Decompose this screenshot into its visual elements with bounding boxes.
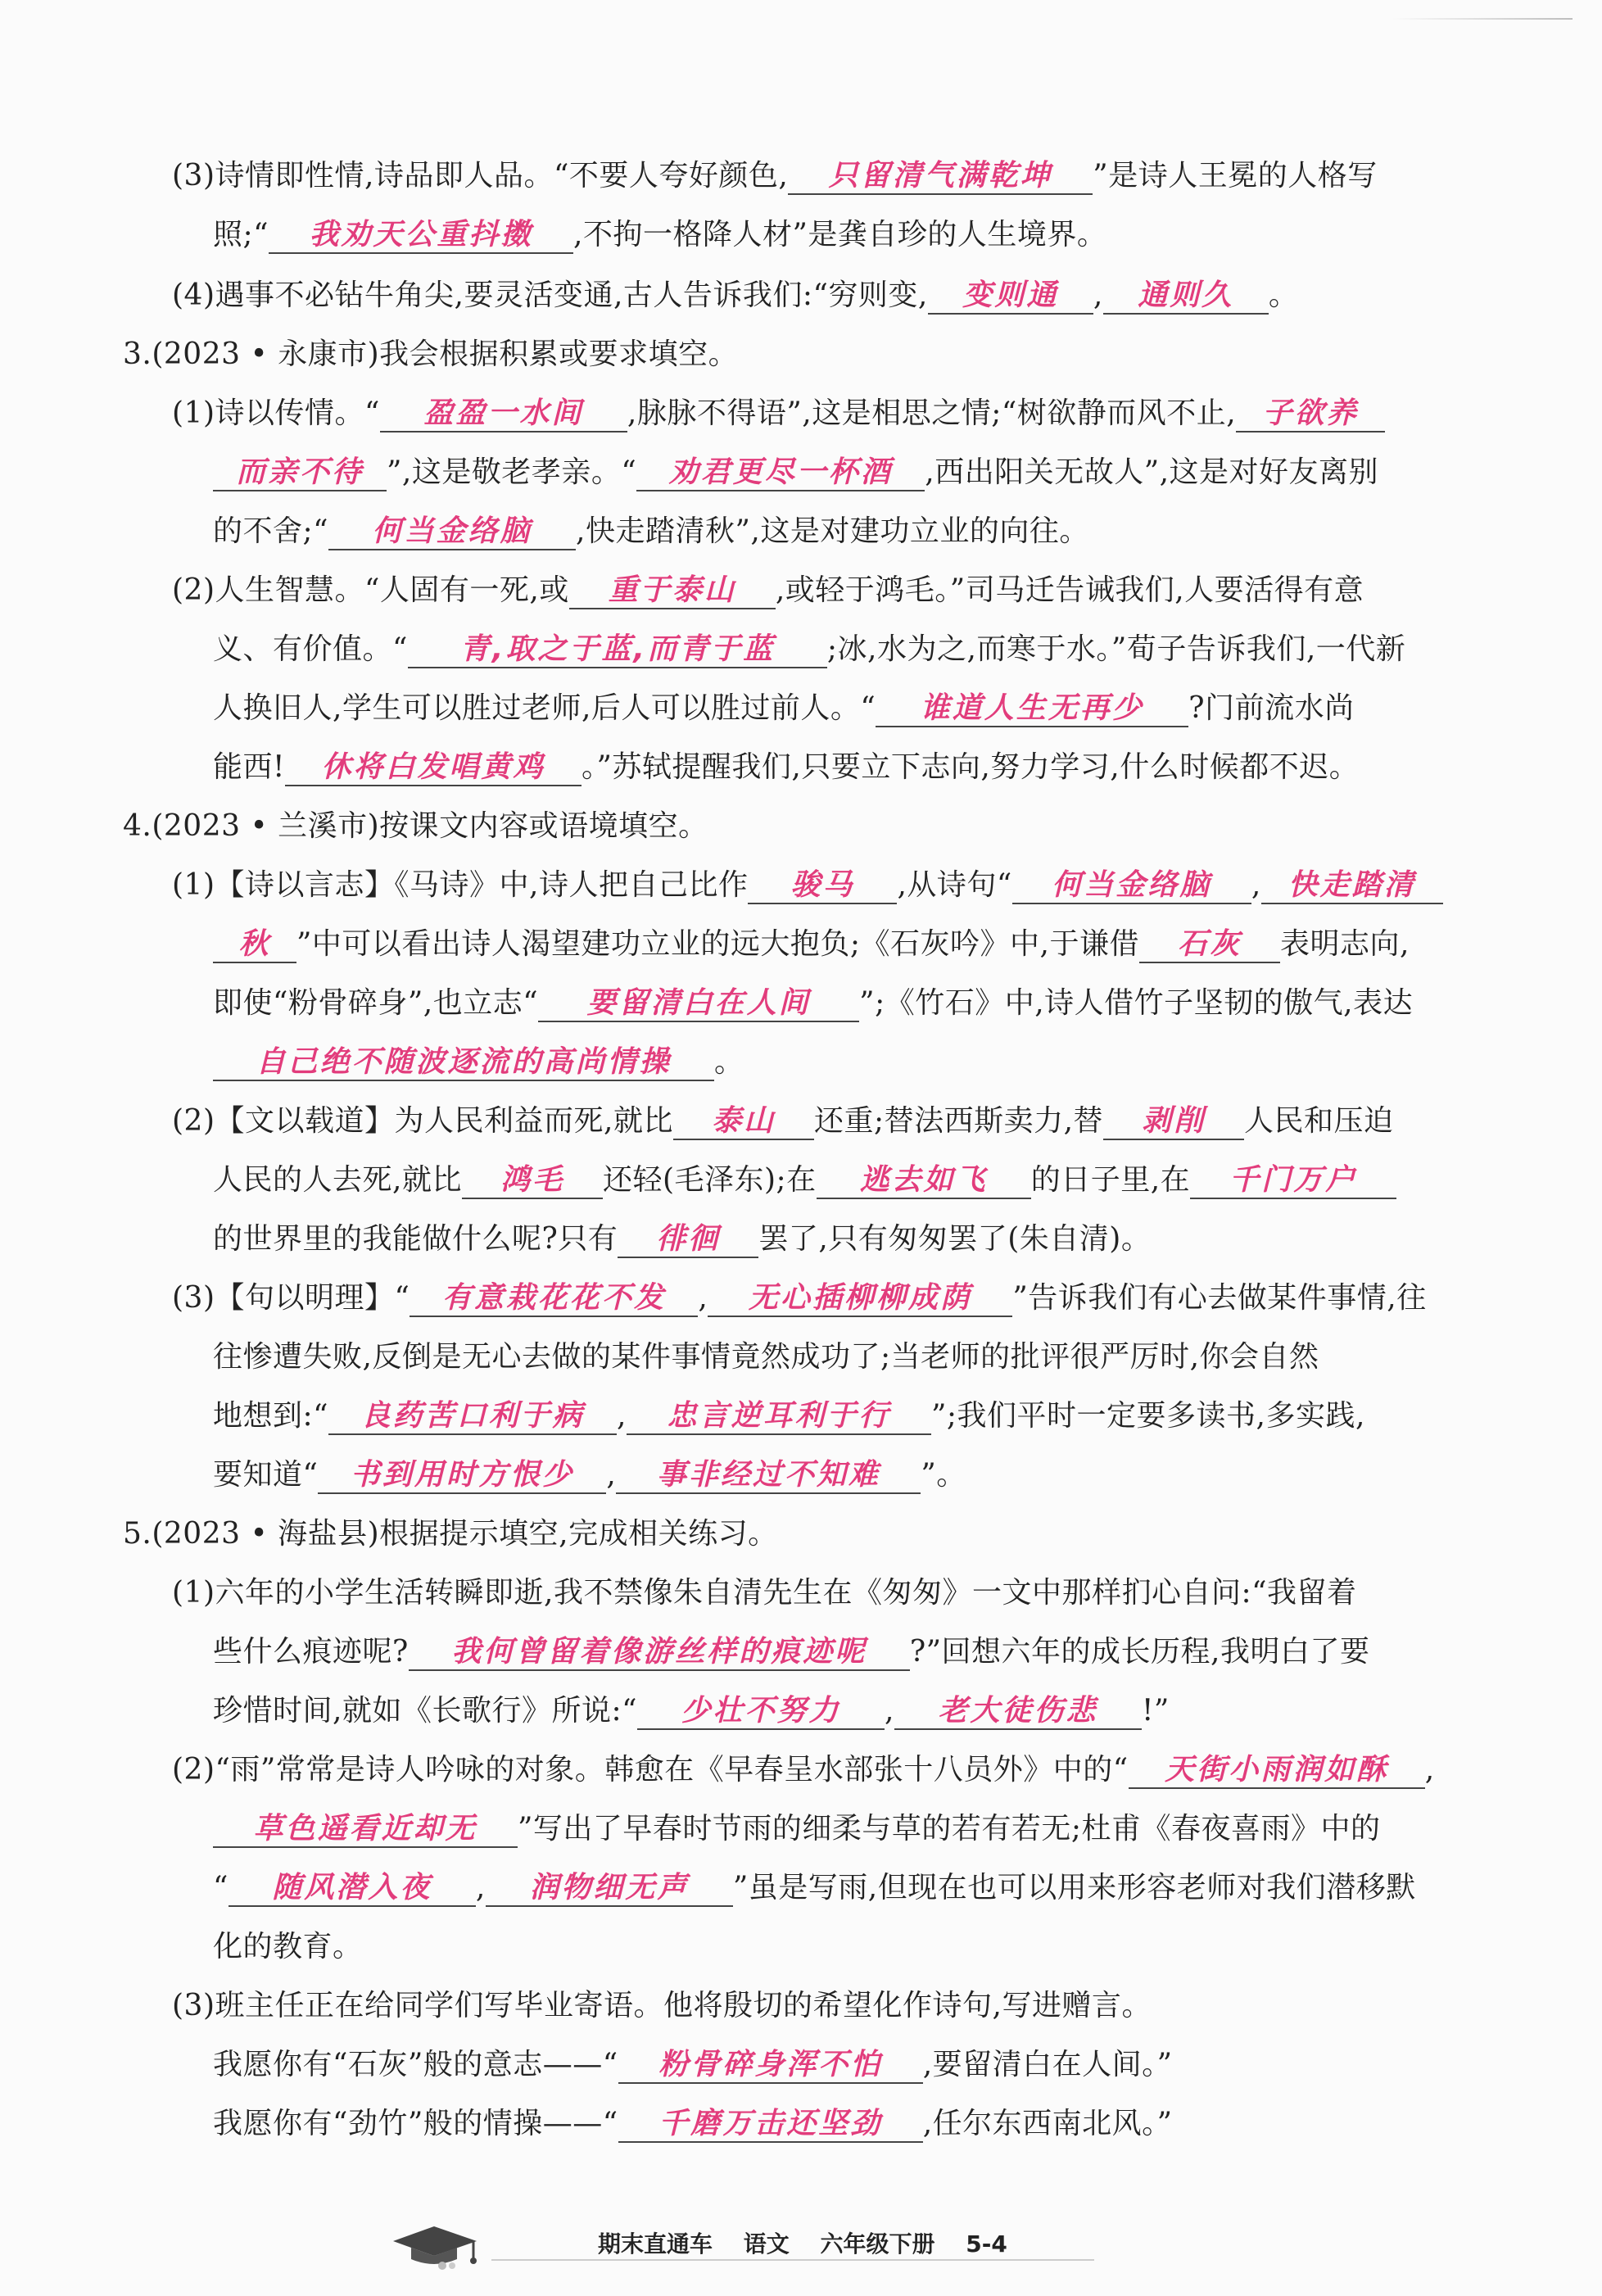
answer-blank: 变则通	[928, 279, 1093, 315]
static-text: ”;我们平时一定要多读书,多实践,	[931, 1399, 1365, 1433]
static-text: ,或轻于鸿毛。”司马迁告诫我们,人要活得有意	[775, 573, 1364, 607]
text-line	[172, 275, 1298, 316]
static-text: (1)六年的小学生活转瞬即逝,我不禁像朱自清先生在《匆匆》一文中那样扪心自问:“我留着	[172, 1576, 1357, 1610]
static-text: ,	[1251, 868, 1261, 902]
static-text: (3)班主任正在给同学们写毕业寄语。他将殷切的希望化作诗句,写进赠言。	[172, 1989, 1152, 2022]
static-text: ”,这是敬老孝亲。“	[387, 455, 637, 489]
static-text: ,	[1424, 1753, 1435, 1787]
static-text: ?”回想六年的成长历程,我明白了要	[909, 1635, 1370, 1669]
answer-blank: 秋	[213, 927, 296, 963]
static-text: ,	[606, 1458, 617, 1492]
text-line	[213, 747, 1359, 788]
static-text: ”中可以看出诗人渴望建功立业的远大抱负;《石灰吟》中,于谦借	[296, 927, 1139, 961]
answer-blank: 我何曾留着像游丝样的痕迹呢	[409, 1635, 910, 1671]
static-text: ,	[884, 1694, 894, 1728]
static-text: ,任尔东西南北风。”	[922, 2107, 1173, 2140]
static-text: 化的教育。	[213, 1930, 363, 1963]
text-line	[213, 629, 1405, 670]
answer-blank: 谁道人生无再少	[876, 691, 1188, 727]
static-text: 人民和压迫	[1244, 1104, 1394, 1138]
static-text: ,脉脉不得语”,这是相思之情;“树欲静而风不止,	[627, 396, 1237, 430]
answer-blank: 我劝天公重抖擞	[269, 218, 573, 254]
text-line	[172, 393, 1385, 434]
text-line	[123, 334, 738, 375]
static-text: 5.(2023 • 海盐县)根据提示填空,完成相关练习。	[123, 1517, 778, 1551]
static-text: ”写出了早春时节雨的细柔与草的若有若无;杜甫《春夜喜雨》中的	[518, 1812, 1381, 1845]
answer-blank: 通则久	[1103, 279, 1269, 315]
answer-blank: 忠言逆耳利于行	[627, 1399, 931, 1435]
text-line	[172, 865, 1443, 906]
static-text: 珍惜时间,就如《长歌行》所说:“	[213, 1694, 637, 1728]
answer-blank: 书到用时方恨少	[318, 1458, 606, 1494]
text-line	[213, 1809, 1381, 1850]
static-text: ,	[1093, 279, 1103, 312]
text-line	[213, 983, 1413, 1024]
static-text: 的世界里的我能做什么呢?只有	[213, 1222, 618, 1256]
answer-blank: 鸿毛	[462, 1163, 603, 1199]
static-text: (3)【句以明理】“	[172, 1281, 410, 1315]
static-text: 我愿你有“石灰”般的意志——“	[213, 2048, 618, 2081]
answer-blank: 只留清气满乾坤	[788, 159, 1093, 195]
static-text: (1)诗以传情。“	[172, 396, 380, 430]
text-line	[172, 156, 1378, 197]
text-line	[213, 688, 1355, 729]
answer-blank: 润物细无声	[486, 1871, 733, 1907]
answer-blank: 千门万户	[1190, 1163, 1396, 1199]
static-text: ,	[617, 1399, 627, 1433]
footer-subject: 语文	[743, 2230, 790, 2258]
answer-blank: 良药苦口利于病	[328, 1399, 617, 1435]
static-text: 人换旧人,学生可以胜过老师,后人可以胜过前人。“	[213, 691, 876, 725]
answer-blank: 休将白发唱黄鸡	[285, 750, 582, 786]
static-text: 。	[714, 1045, 744, 1079]
answer-blank: 老大徒伤悲	[894, 1694, 1142, 1730]
text-line	[213, 1927, 363, 1968]
text-line	[172, 1101, 1394, 1142]
text-line	[213, 1455, 966, 1496]
text-line	[213, 452, 1378, 493]
static-text: ”告诉我们有心去做某件事情,往	[1012, 1281, 1427, 1315]
scan-edge-line	[1392, 18, 1573, 20]
graduation-cap-icon	[385, 2223, 491, 2272]
static-text: 的不舍;“	[213, 514, 329, 548]
static-text: 还重;替法西斯卖力,替	[813, 1104, 1104, 1138]
static-text: 3.(2023 • 永康市)我会根据积累或要求填空。	[123, 337, 739, 371]
footer-title: 期末直通车	[598, 2230, 713, 2258]
answer-blank: 徘徊	[618, 1222, 758, 1258]
static-text: 人民的人去死,就比	[213, 1163, 462, 1197]
static-text: !”	[1141, 1694, 1170, 1728]
answer-blank: 盈盈一水间	[380, 396, 627, 432]
answer-blank: 剥削	[1103, 1104, 1244, 1140]
static-text: (1)【诗以言志】《马诗》中,诗人把自己比作	[172, 868, 749, 902]
answer-blank: 石灰	[1139, 927, 1280, 963]
static-text: ,要留清白在人间。”	[922, 2048, 1173, 2081]
text-line	[213, 1396, 1365, 1437]
static-text: ,	[698, 1281, 708, 1315]
static-text: ?门前流水尚	[1188, 691, 1355, 725]
footer-page-number: 5-4	[966, 2230, 1007, 2258]
footer-grade: 六年级下册	[820, 2230, 935, 2258]
static-text: ,	[475, 1871, 486, 1904]
static-text: ,西出阳关无故人”,这是对好友离别	[925, 455, 1379, 489]
text-line	[213, 1160, 1396, 1201]
static-text: 罢了,只有匆匆罢了(朱自清)。	[758, 1222, 1152, 1256]
static-text: (3)诗情即性情,诗品即人品。“不要人夸好颜色,	[172, 159, 789, 192]
static-text: ”;《竹石》中,诗人借竹子坚韧的傲气,表达	[859, 986, 1414, 1020]
static-text: 即使“粉骨碎身”,也立志“	[213, 986, 539, 1020]
answer-blank: 重于泰山	[569, 573, 776, 609]
static-text: 表明志向,	[1279, 927, 1410, 961]
answer-blank: 何当金络脑	[328, 514, 576, 550]
static-text: (4)遇事不必钻牛角尖,要灵活变通,古人告诉我们:“穷则变,	[172, 279, 928, 312]
text-line	[213, 511, 1089, 552]
static-text: 要知道“	[213, 1458, 319, 1492]
static-text: 。	[1268, 279, 1299, 312]
static-text: ”是诗人王冕的人格写	[1093, 159, 1378, 192]
footer-text	[598, 2226, 1030, 2259]
text-line	[213, 1042, 744, 1083]
static-text: 还轻(毛泽东);在	[602, 1163, 817, 1197]
page-footer	[0, 2220, 1602, 2269]
answer-blank: 千磨万击还坚劲	[618, 2107, 923, 2143]
answer-blank: 何当金络脑	[1012, 868, 1251, 904]
static-text: 地想到:“	[213, 1399, 329, 1433]
text-line	[213, 924, 1410, 965]
static-text: 4.(2023 • 兰溪市)按课文内容或语境填空。	[123, 809, 708, 843]
answer-blank: 粉骨碎身浑不怕	[618, 2048, 923, 2084]
static-text: ,从诗句“	[897, 868, 1012, 902]
text-line	[213, 2045, 1173, 2085]
answer-blank: 有意栽花花不发	[410, 1281, 698, 1317]
static-text: 的日子里,在	[1030, 1163, 1191, 1197]
static-text: 我愿你有“劲竹”般的情操——“	[213, 2107, 618, 2140]
answer-blank: 快走踏清	[1261, 868, 1443, 904]
static-text: 能西!	[213, 750, 285, 784]
static-text: ”。	[921, 1458, 966, 1492]
answer-blank: 无心插柳柳成荫	[708, 1281, 1012, 1317]
static-text: 往惨遭失败,反倒是无心去做的某件事情竟然成功了;当老师的批评很严厉时,你会自然	[213, 1340, 1319, 1374]
static-text: ,快走踏清秋”,这是对建功立业的向往。	[576, 514, 1089, 548]
footer-divider	[491, 2259, 1094, 2261]
text-line	[213, 1219, 1151, 1260]
text-line	[213, 1337, 1319, 1378]
answer-blank: 少壮不努力	[637, 1694, 885, 1730]
text-line	[172, 1278, 1427, 1319]
text-line	[172, 570, 1364, 611]
answer-blank: 天街小雨润如酥	[1129, 1753, 1425, 1789]
text-line	[213, 2104, 1173, 2144]
answer-blank: 草色遥看近却无	[213, 1812, 518, 1848]
text-line	[213, 1868, 1416, 1909]
static-text: “	[213, 1871, 229, 1904]
static-text: 。”苏轼提醒我们,只要立下志向,努力学习,什么时候都不迟。	[581, 750, 1360, 784]
text-line	[123, 806, 708, 847]
static-text: ;冰,水为之,而寒于水。”荀子告诉我们,一代新	[826, 632, 1406, 666]
static-text: ”虽是写雨,但现在也可以用来形容老师对我们潜移默	[732, 1871, 1416, 1904]
static-text: ,不拘一格降人材”是龚自珍的人生境界。	[573, 218, 1107, 251]
answer-blank: 子欲养	[1236, 396, 1385, 432]
static-text: 义、有价值。“	[213, 632, 408, 666]
text-line	[172, 1573, 1356, 1614]
static-text: 照;“	[213, 218, 269, 251]
static-text: 些什么痕迹呢?	[213, 1635, 409, 1669]
static-text: (2)【文以载道】为人民利益而死,就比	[172, 1104, 673, 1138]
text-line	[213, 1632, 1369, 1673]
text-line	[123, 1514, 778, 1555]
answer-blank: 事非经过不知难	[616, 1458, 921, 1494]
static-text: (2)“雨”常常是诗人吟咏的对象。韩愈在《早春呈水部张十八员外》中的“	[172, 1753, 1129, 1787]
text-line	[172, 1750, 1435, 1791]
text-line	[213, 215, 1106, 256]
static-text: (2)人生智慧。“人固有一死,或	[172, 573, 569, 607]
answer-blank: 骏马	[748, 868, 897, 904]
answer-blank: 逃去如飞	[817, 1163, 1031, 1199]
answer-blank: 而亲不待	[213, 455, 387, 491]
answer-blank: 要留清白在人间	[538, 986, 859, 1022]
answer-blank: 随风潜入夜	[229, 1871, 476, 1907]
answer-blank: 青,取之于蓝,而青于蓝	[408, 632, 827, 668]
text-line	[213, 1691, 1170, 1732]
answer-blank: 劝君更尽一杯酒	[636, 455, 925, 491]
answer-blank: 泰山	[673, 1104, 814, 1140]
answer-blank: 自己绝不随波逐流的高尚情操	[213, 1045, 714, 1081]
text-line	[172, 1986, 1152, 2027]
